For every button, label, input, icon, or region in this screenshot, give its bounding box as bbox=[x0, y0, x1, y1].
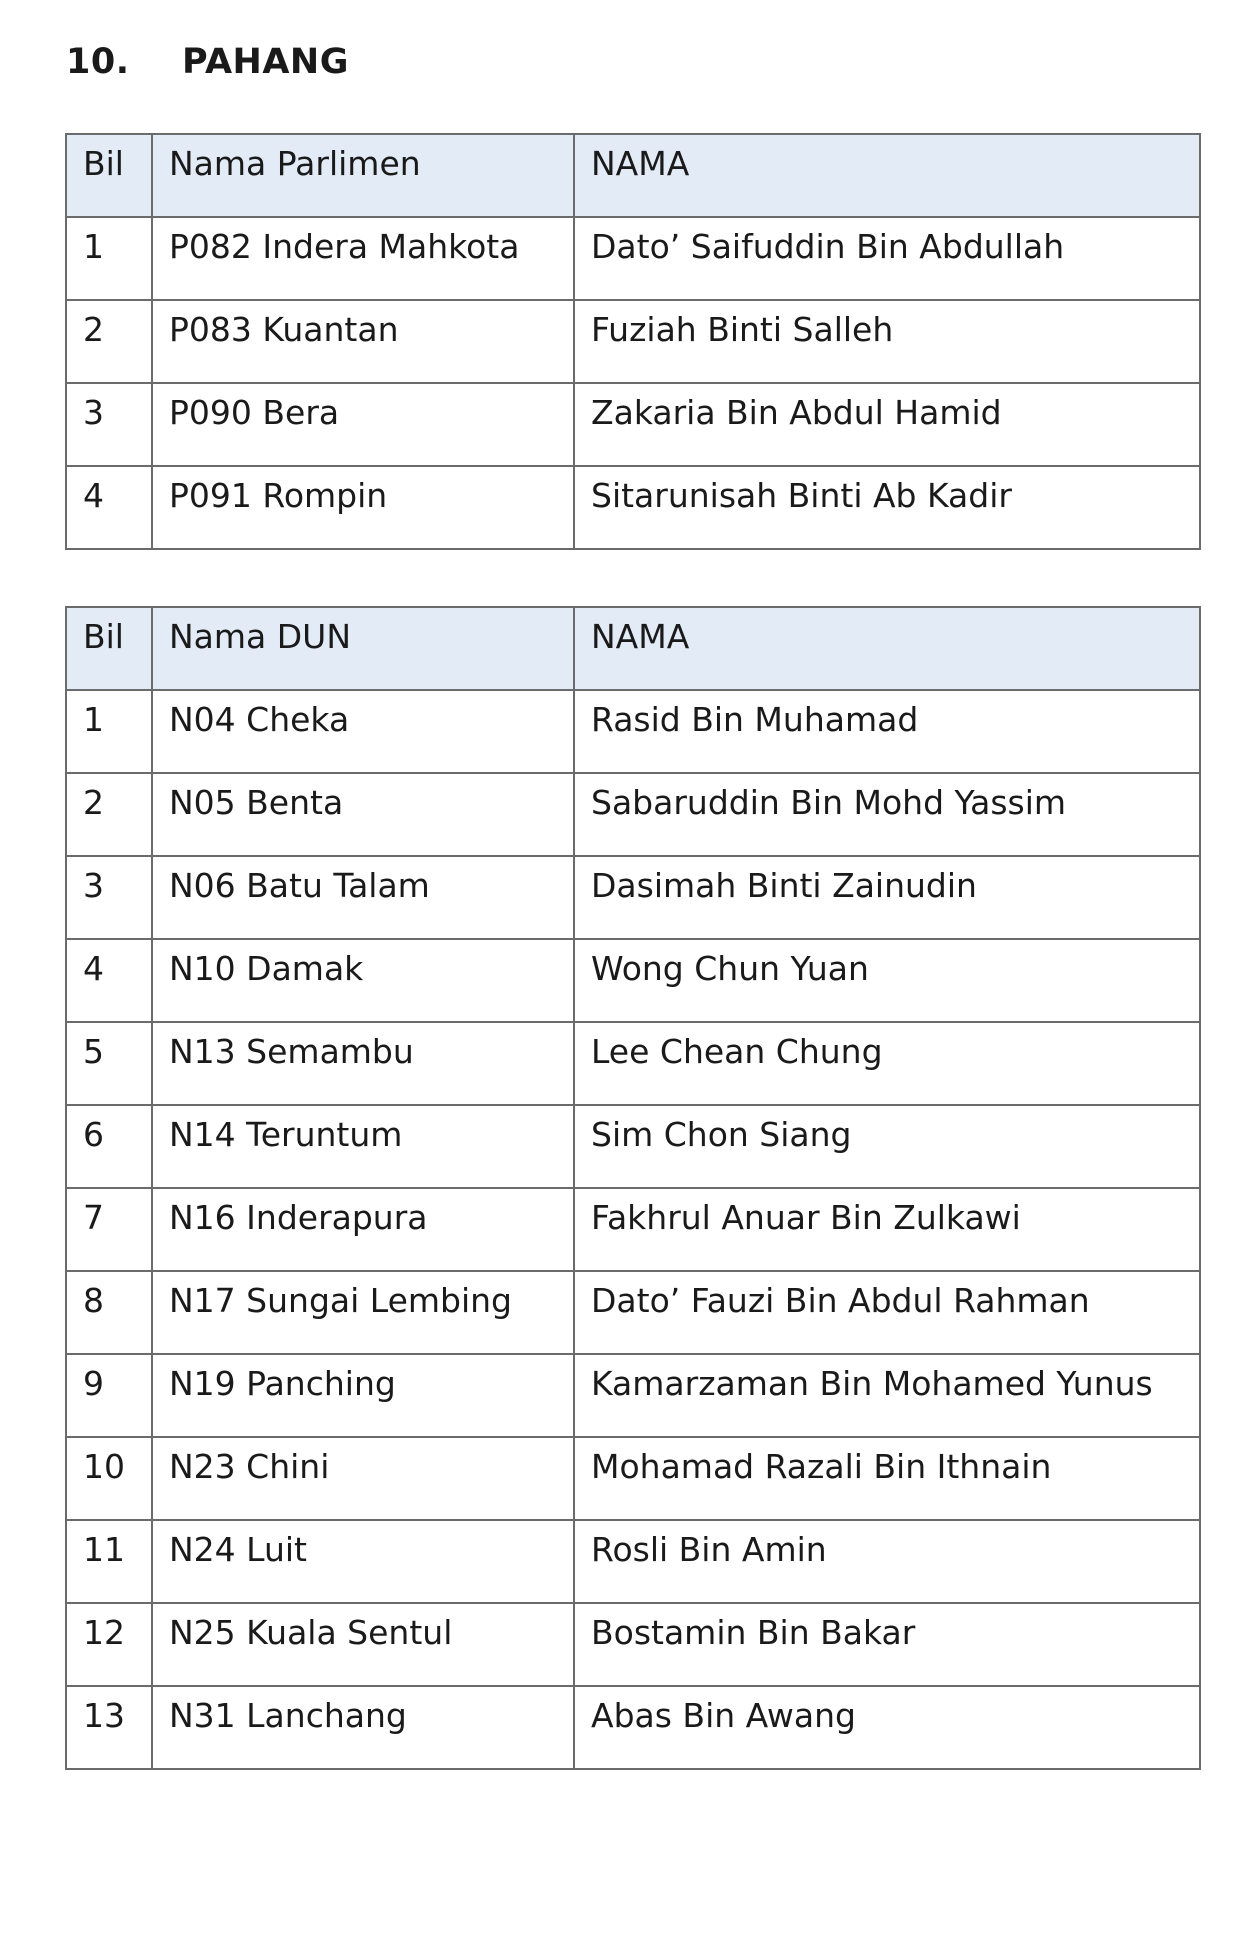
name-cell-text: Zakaria Bin Abdul Hamid bbox=[591, 393, 1002, 432]
name-cell-text: Mohamad Razali Bin Ithnain bbox=[591, 1447, 1052, 1486]
column-header bbox=[574, 134, 1200, 217]
column-header-label: Nama Parlimen bbox=[169, 144, 421, 183]
name-cell-text: Abas Bin Awang bbox=[591, 1696, 856, 1735]
name-cell bbox=[574, 1105, 1200, 1188]
name-cell-text: Rasid Bin Muhamad bbox=[591, 700, 919, 739]
name-cell-text: Sim Chon Siang bbox=[591, 1115, 852, 1154]
name-cell bbox=[574, 1603, 1200, 1686]
constituency-cell-text: N05 Benta bbox=[169, 783, 344, 822]
constituency-cell-text: N23 Chini bbox=[169, 1447, 330, 1486]
name-cell bbox=[574, 690, 1200, 773]
constituency-cell-text: N06 Batu Talam bbox=[169, 866, 430, 905]
name-cell bbox=[574, 1686, 1200, 1769]
table-row bbox=[66, 383, 1200, 466]
constituency-cell-text: N14 Teruntum bbox=[169, 1115, 403, 1154]
constituency-cell bbox=[152, 1354, 574, 1437]
name-cell-text: Wong Chun Yuan bbox=[591, 949, 869, 988]
constituency-cell-text: N25 Kuala Sentul bbox=[169, 1613, 453, 1652]
table-row bbox=[66, 939, 1200, 1022]
name-cell-text: Sabaruddin Bin Mohd Yassim bbox=[591, 783, 1067, 822]
bil-cell bbox=[66, 1686, 152, 1769]
constituency-cell bbox=[152, 1603, 574, 1686]
constituency-cell bbox=[152, 466, 574, 549]
table-row bbox=[66, 1188, 1200, 1271]
bil-cell-text: 6 bbox=[83, 1115, 104, 1154]
name-cell bbox=[574, 466, 1200, 549]
name-cell-text: Lee Chean Chung bbox=[591, 1032, 883, 1071]
column-header bbox=[574, 607, 1200, 690]
name-cell-text: Rosli Bin Amin bbox=[591, 1530, 827, 1569]
bil-cell-text: 2 bbox=[83, 783, 104, 822]
constituency-cell bbox=[152, 1686, 574, 1769]
table-row bbox=[66, 1271, 1200, 1354]
section-heading bbox=[66, 42, 349, 82]
table-row bbox=[66, 217, 1200, 300]
column-header-label: NAMA bbox=[591, 144, 690, 183]
table-row bbox=[66, 690, 1200, 773]
column-header-label: Bil bbox=[83, 144, 124, 183]
bil-cell bbox=[66, 466, 152, 549]
constituency-cell bbox=[152, 690, 574, 773]
name-cell-text: Fuziah Binti Salleh bbox=[591, 310, 894, 349]
bil-cell-text: 11 bbox=[83, 1530, 125, 1569]
name-cell bbox=[574, 300, 1200, 383]
bil-cell-text: 2 bbox=[83, 310, 104, 349]
name-cell-text: Bostamin Bin Bakar bbox=[591, 1613, 916, 1652]
name-cell bbox=[574, 773, 1200, 856]
constituency-cell-text: N10 Damak bbox=[169, 949, 364, 988]
constituency-cell-text: N17 Sungai Lembing bbox=[169, 1281, 513, 1320]
table-row bbox=[66, 300, 1200, 383]
name-cell bbox=[574, 939, 1200, 1022]
table-row bbox=[66, 1686, 1200, 1769]
column-header-label: Bil bbox=[83, 617, 124, 656]
name-cell-text: Dato’ Saifuddin Bin Abdullah bbox=[591, 227, 1065, 266]
name-cell-text: Dato’ Fauzi Bin Abdul Rahman bbox=[591, 1281, 1090, 1320]
column-header bbox=[152, 134, 574, 217]
bil-cell-text: 5 bbox=[83, 1032, 104, 1071]
bil-cell bbox=[66, 1022, 152, 1105]
name-cell-text: Fakhrul Anuar Bin Zulkawi bbox=[591, 1198, 1021, 1237]
column-header-label: Nama DUN bbox=[169, 617, 352, 656]
name-cell bbox=[574, 1437, 1200, 1520]
table-row bbox=[66, 773, 1200, 856]
bil-cell bbox=[66, 383, 152, 466]
constituency-cell bbox=[152, 1271, 574, 1354]
constituency-cell-text: N13 Semambu bbox=[169, 1032, 414, 1071]
bil-cell bbox=[66, 856, 152, 939]
bil-cell bbox=[66, 773, 152, 856]
constituency-cell-text: P090 Bera bbox=[169, 393, 340, 432]
bil-cell-text: 3 bbox=[83, 866, 104, 905]
bil-cell-text: 9 bbox=[83, 1364, 104, 1403]
name-cell-text: Sitarunisah Binti Ab Kadir bbox=[591, 476, 1012, 515]
constituency-cell bbox=[152, 300, 574, 383]
constituency-cell-text: N31 Lanchang bbox=[169, 1696, 407, 1735]
bil-cell bbox=[66, 1603, 152, 1686]
constituency-cell bbox=[152, 1105, 574, 1188]
name-cell bbox=[574, 217, 1200, 300]
table-row bbox=[66, 856, 1200, 939]
table-row bbox=[66, 1022, 1200, 1105]
constituency-cell bbox=[152, 939, 574, 1022]
bil-cell bbox=[66, 690, 152, 773]
name-cell bbox=[574, 856, 1200, 939]
bil-cell-text: 10 bbox=[83, 1447, 125, 1486]
name-cell bbox=[574, 1271, 1200, 1354]
table-row bbox=[66, 1105, 1200, 1188]
constituency-cell-text: P083 Kuantan bbox=[169, 310, 399, 349]
table-row bbox=[66, 1437, 1200, 1520]
name-cell bbox=[574, 1354, 1200, 1437]
bil-cell bbox=[66, 1520, 152, 1603]
name-cell-text: Kamarzaman Bin Mohamed Yunus bbox=[591, 1364, 1153, 1403]
constituency-cell bbox=[152, 383, 574, 466]
bil-cell bbox=[66, 1105, 152, 1188]
constituency-cell bbox=[152, 1188, 574, 1271]
name-cell bbox=[574, 1520, 1200, 1603]
bil-cell-text: 12 bbox=[83, 1613, 125, 1652]
constituency-cell bbox=[152, 1520, 574, 1603]
bil-cell-text: 4 bbox=[83, 476, 104, 515]
bil-cell-text: 13 bbox=[83, 1696, 125, 1735]
bil-cell bbox=[66, 1354, 152, 1437]
column-header bbox=[66, 607, 152, 690]
table-row bbox=[66, 1354, 1200, 1437]
table-header-row bbox=[66, 134, 1200, 217]
constituency-cell-text: P082 Indera Mahkota bbox=[169, 227, 520, 266]
constituency-cell-text: N19 Panching bbox=[169, 1364, 396, 1403]
column-header-label: NAMA bbox=[591, 617, 690, 656]
constituency-cell bbox=[152, 856, 574, 939]
constituency-cell-text: N04 Cheka bbox=[169, 700, 350, 739]
bil-cell-text: 8 bbox=[83, 1281, 104, 1320]
bil-cell-text: 4 bbox=[83, 949, 104, 988]
constituency-cell-text: N24 Luit bbox=[169, 1530, 307, 1569]
dun-table-body bbox=[66, 607, 1200, 1769]
table-row bbox=[66, 1520, 1200, 1603]
bil-cell bbox=[66, 939, 152, 1022]
name-cell bbox=[574, 1022, 1200, 1105]
name-cell-text: Dasimah Binti Zainudin bbox=[591, 866, 977, 905]
bil-cell bbox=[66, 1437, 152, 1520]
bil-cell-text: 1 bbox=[83, 700, 104, 739]
name-cell bbox=[574, 1188, 1200, 1271]
bil-cell bbox=[66, 217, 152, 300]
bil-cell bbox=[66, 300, 152, 383]
table-row bbox=[66, 466, 1200, 549]
parlimen-table-body bbox=[66, 134, 1200, 549]
bil-cell-text: 7 bbox=[83, 1198, 104, 1237]
constituency-cell bbox=[152, 773, 574, 856]
section-title: PAHANG bbox=[182, 42, 349, 82]
table-header-row bbox=[66, 607, 1200, 690]
dun-table bbox=[65, 606, 1201, 1770]
bil-cell bbox=[66, 1188, 152, 1271]
bil-cell-text: 1 bbox=[83, 227, 104, 266]
section-number: 10. bbox=[66, 42, 130, 82]
column-header bbox=[152, 607, 574, 690]
bil-cell bbox=[66, 1271, 152, 1354]
constituency-cell-text: N16 Inderapura bbox=[169, 1198, 428, 1237]
constituency-cell bbox=[152, 1437, 574, 1520]
constituency-cell bbox=[152, 1022, 574, 1105]
bil-cell-text: 3 bbox=[83, 393, 104, 432]
constituency-cell bbox=[152, 217, 574, 300]
table-row bbox=[66, 1603, 1200, 1686]
constituency-cell-text: P091 Rompin bbox=[169, 476, 388, 515]
parlimen-table bbox=[65, 133, 1201, 550]
column-header bbox=[66, 134, 152, 217]
name-cell bbox=[574, 383, 1200, 466]
